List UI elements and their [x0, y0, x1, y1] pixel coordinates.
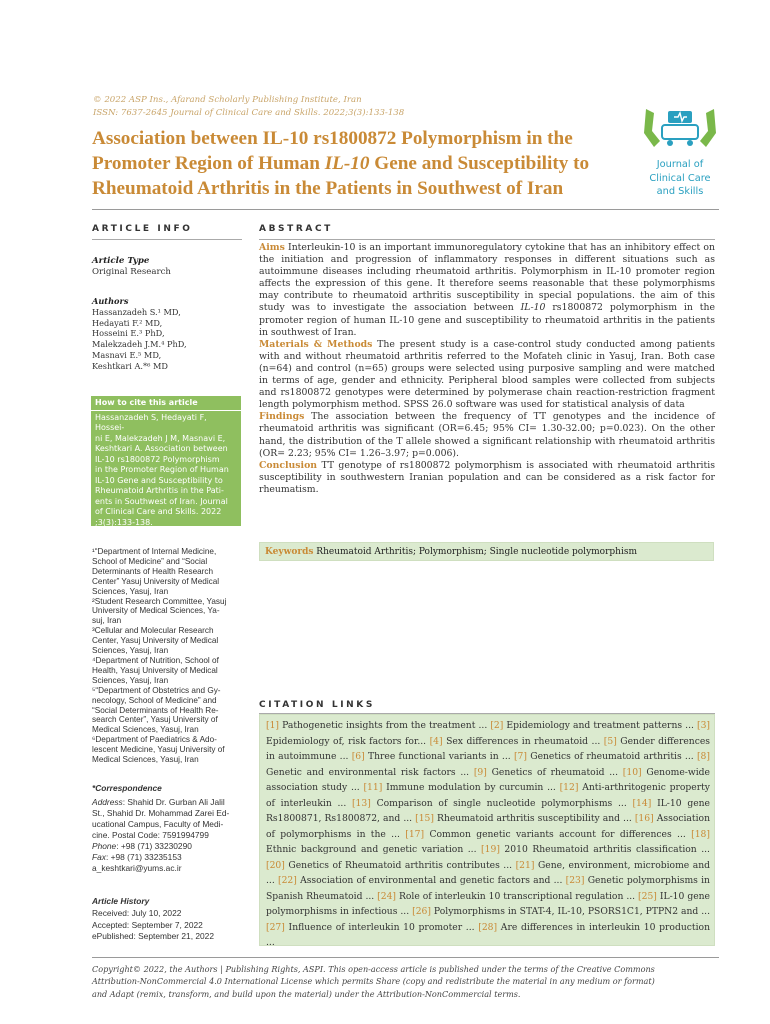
title-line-2-pre: Promoter Region of Human — [92, 153, 325, 174]
citation-link[interactable]: [11] Immune modulation by curcumin ... — [363, 782, 560, 793]
article-title — [92, 126, 652, 201]
findings-label: Findings — [259, 411, 305, 423]
affiliation-line: Medical Sciences, Yasuj, Iran — [92, 755, 199, 765]
article-type-value: Original Research — [92, 267, 171, 278]
journal-logo-icon — [640, 103, 720, 155]
abstract-aims — [259, 242, 715, 339]
citation-link[interactable]: [1] Pathogenetic insights from the treatment ... — [266, 720, 491, 731]
phone-line — [92, 841, 244, 852]
aims-text-2: rs1800872 polymorphism in the promoter region of human IL-10 gene and susceptibility to rheumatoid arthritis in the patients in southwest of Iran. — [259, 302, 716, 338]
cite-line: IL-10 rs1800872 Polymorphism — [95, 454, 220, 464]
footer-divider — [92, 957, 719, 958]
address-line — [92, 797, 244, 808]
title-line-2-italic: IL-10 — [324, 153, 370, 174]
citation-link[interactable]: [22] Association of environmental and genetic factors and ... — [277, 875, 566, 886]
affiliation-line: lescent Medicine, Yasuj University of — [92, 745, 225, 755]
fax-line — [92, 852, 244, 863]
title-divider — [92, 209, 719, 210]
issn-line: ISSN: 7637-2645 Journal of Clinical Care and Skills. 2022;3(3):133-138 — [93, 108, 405, 118]
email-link[interactable]: a_keshtkari@yums.ac.ir — [92, 862, 182, 873]
address-text: : Shahid Dr. Gurban Ali Jalil — [122, 796, 225, 807]
how-to-cite-box — [91, 396, 241, 526]
affiliation-line: University of Medical Sciences, Ya- — [92, 606, 220, 616]
affiliation-line: “Social Determinants of Health Re- — [92, 705, 219, 715]
affiliation-line: ²Student Research Committee, Yasuj — [92, 596, 227, 606]
title-line-3: Rheumatoid Arthritis in the Patients in Southwest of Iran — [92, 178, 564, 199]
keywords-text: Rheumatoid Arthritis; Polymorphism; Single nucleotide polymorphism — [313, 547, 637, 557]
abstract-body — [259, 242, 715, 496]
methods-label: Materials & Methods — [259, 338, 373, 350]
logo-line-1: Journal of — [656, 159, 704, 170]
citation-link[interactable]: [15] Rheumatoid arthritis susceptibility and ... — [415, 813, 635, 824]
abstract-conclusion — [259, 460, 715, 496]
affiliations — [92, 547, 244, 765]
citation-link[interactable]: [20] Genetics of Rheumatoid arthritis contributes ... — [266, 859, 516, 871]
address-line: cine. Postal Code: 7591994799 — [92, 829, 209, 840]
address-label: Address — [92, 796, 123, 807]
citation-link[interactable]: [13] Comparison of single nucleotide polymorphisms ... — [351, 797, 633, 809]
conclusion-label: Conclusion — [259, 459, 318, 471]
citation-link[interactable]: [2] Epidemiology and treatment patterns ... — [490, 720, 697, 731]
correspondence-heading: *Correspondence — [92, 783, 162, 793]
title-line-2 — [92, 151, 652, 176]
cite-line: ni E, Malekzadeh J M, Masnavi E, — [95, 433, 226, 443]
citation-link[interactable]: [4] Sex differences in rheumatoid ... — [429, 735, 604, 747]
affiliation-line: search Center”, Yasuj University of — [92, 715, 218, 725]
author-item: Hedayati F.² MD, — [92, 317, 163, 328]
affiliation-line: ¹“Department of Internal Medicine, — [92, 547, 217, 556]
title-line-1: Association between IL-10 rs1800872 Polymorphism in the — [92, 128, 573, 149]
article-info-divider — [92, 239, 242, 240]
copyright-line: © 2022 ASP Ins., Afarand Scholarly Publishing Institute, Iran — [93, 95, 362, 105]
citation-link[interactable]: [19] 2010 Rheumatoid arthritis classification ... — [481, 844, 710, 855]
article-info-heading: ARTICLE INFO — [92, 224, 193, 234]
citation-link[interactable]: [9] Genetics of rheumatoid ... — [473, 766, 623, 778]
citation-link[interactable]: [18] Ethnic background and genetic variation ... — [266, 828, 710, 855]
title-line-2-post: Gene and Susceptibility to — [369, 153, 590, 174]
license-line: Copyright© 2022, the Authors | Publishing Rights, ASPI. This open-access article is published under the terms of the Creative Commons — [92, 964, 655, 974]
citation-link[interactable]: [16] Association of polymorphisms in the ... — [266, 813, 710, 840]
cite-line: ;3(3):133-138. — [95, 517, 153, 527]
affiliation-line: Center, Yasuj University of Medical — [92, 636, 219, 646]
citation-link[interactable]: [17] Common genetic variants account for differences ... — [405, 828, 692, 840]
aims-italic: IL-10 — [520, 302, 546, 314]
cite-line: IL-10 Gene and Susceptibility to — [95, 475, 223, 485]
affiliation-line: ⁴Department of Nutrition, School of — [92, 655, 219, 665]
citation-link[interactable]: [27] Influence of interleukin 10 promoter ... — [266, 921, 479, 933]
affiliation-line: Center” Yasuj University of Medical — [92, 576, 220, 586]
affiliation-line: necology, School of Medicine” and — [92, 695, 217, 705]
cite-line: in the Promoter Region of Human — [95, 465, 229, 474]
affiliation-line: ⁵“Department of Obstetrics and Gy- — [92, 685, 221, 695]
citation-link[interactable]: [23] Genetic polymorphisms in Spanish Rheumatoid ... — [266, 875, 710, 902]
affiliation-line: Health, Yasuj University of Medical — [92, 665, 218, 675]
citation-link[interactable]: [10] Genome-wide association study ... — [266, 766, 710, 793]
affiliation-line: ³Cellular and Molecular Research — [92, 626, 214, 636]
findings-text: The association between the frequency of TT genotypes and the incidence of rheumatoid arthritis was significant (OR=6.45; 95% CI= 1.30-32.00; p=0.023). On the other hand, the distribution of the T allele showed a significant relationship with rheumatoid arthritis (OR= 2.23; 95% CI= 1.26–3.97; p=0.006). — [259, 411, 715, 459]
citation-links-box — [259, 714, 715, 946]
received-date: Received: July 10, 2022 — [92, 907, 182, 918]
affiliation-line: suj, Iran — [92, 616, 122, 626]
license-line: Attribution-NonCommercial 4.0 International License which permits Share (copy and redistribute the material in any medium or format) — [92, 976, 655, 987]
journal-logo — [640, 103, 720, 196]
authors-label: Authors — [92, 296, 129, 306]
keywords-box — [259, 542, 714, 561]
fax-label: Fax — [92, 851, 106, 862]
affiliation-line: School of Medicine” and “Social — [92, 556, 208, 566]
license-footer — [92, 963, 732, 1000]
license-line: and Adapt (remix, transform, and build upon the material) under the Attribution-NonCommercial terms. — [92, 988, 521, 999]
article-type-label: Article Type — [92, 256, 150, 266]
cite-line: Keshtkari A. Association between — [95, 444, 228, 453]
article-history — [92, 896, 252, 943]
abstract-divider — [259, 239, 715, 240]
phone-value: : +98 (71) 33230290 — [116, 840, 192, 851]
history-heading: Article History — [92, 896, 150, 906]
methods-text: The present study is a case-control study conducted among patients with and without rheumatoid arthritis referred to the Mofateh clinic in Yasuj, Iran. Both case (n=64) and control (n=65) groups were selected using purposive sampling and were matched in terms of age, gender and ethnicity. Peripheral blood samples were collected from subjects and rs1800872 genotypes were determined by polymerase chain reaction-restriction fragment length polymorphism method. SPSS 26.0 software was used for statistical analysis of data — [259, 338, 716, 411]
citation-link[interactable]: [24] Role of interleukin 10 transcriptional regulation ... — [377, 890, 639, 902]
affiliation-line: Sciences, Yasuj, Iran — [92, 586, 169, 596]
citation-link[interactable]: [14] IL-10 gene Rs1800871, Rs1800872, and ... — [266, 797, 710, 824]
abstract-heading: ABSTRACT — [259, 224, 333, 234]
affiliation-line: Sciences, Yasuj, Iran — [92, 675, 169, 685]
logo-line-3: and Skills — [656, 186, 704, 197]
citation-link[interactable]: [7] Genetics of rheumatoid arthritis ... — [513, 751, 697, 762]
address-line: St., Shahid Dr. Mohammad Zarei Ed- — [92, 807, 230, 818]
logo-line-2: Clinical Care — [649, 172, 711, 184]
accepted-date: Accepted: September 7, 2022 — [92, 919, 203, 930]
author-item: Masnavi E.⁵ MD, — [92, 349, 162, 360]
address-line: ucational Campus, Faculty of Medi- — [92, 818, 224, 829]
citation-link[interactable]: [12] Anti-arthritogenic property of interleukin ... — [266, 782, 710, 809]
article-type-block — [92, 256, 242, 278]
citation-link[interactable]: [5] Gender differences in autoimmune ... — [266, 735, 711, 762]
affiliation-line: ⁶Department of Paediatrics & Ado- — [92, 735, 217, 745]
cite-line: Hassanzadeh S, Hedayati F, Hossei- — [95, 412, 207, 432]
citation-link[interactable]: [8] Genetic and environmental risk factors ... — [266, 751, 710, 778]
abstract-findings — [259, 411, 715, 459]
author-item: Keshtkari A.*⁶ MD — [92, 360, 168, 371]
keywords-label: Keywords — [265, 547, 314, 557]
author-item: Hassanzadeh S.¹ MD, — [92, 306, 181, 317]
citation-link[interactable]: [28] Are differences in interleukin 10 production ... — [266, 921, 710, 948]
citation-link[interactable]: [26] Polymorphisms in STAT-4, IL-10, PSORS1C1, PTPN2 and ... — [412, 906, 710, 917]
citation-link[interactable]: [6] Three functional variants in ... — [351, 751, 514, 762]
authors-block — [92, 296, 242, 372]
published-date: ePublished: September 21, 2022 — [92, 931, 214, 942]
how-to-cite-heading: How to cite this article — [91, 398, 241, 411]
citation-links-heading: CITATION LINKS — [259, 700, 375, 710]
cite-line: ents in Southwest of Iran. Journal — [95, 496, 228, 506]
phone-label: Phone — [92, 840, 117, 851]
affiliation-line: Medical Sciences, Yasuj, Iran — [92, 725, 199, 735]
abstract-methods — [259, 339, 715, 412]
fax-value: : +98 (71) 33235153 — [105, 851, 182, 862]
author-item: Malekzadeh J.M.⁴ PhD, — [92, 339, 187, 350]
conclusion-text: TT genotype of rs1800872 polymorphism is associated with rheumatoid arthritis susceptibility in southwestern Iranian population and can be considered as a risk factor for rheumatism. — [259, 459, 715, 495]
aims-label: Aims — [259, 242, 285, 253]
citation-link[interactable]: [3] Epidemiology of, risk factors for... — [266, 720, 710, 747]
aims-text: Interleukin-10 is an important immunoregulatory cytokine that has an inhibitory effect on the initiation and progression of inflammatory responses in different situations such as autoimmune diseases including rheumatoid arthritis. Polymorphism in IL-10 promoter region affects the expression of this gene. It therefore seems reasonable that these polymorphisms may contribute to rheumatoid arthritis susceptibility in special populations. the aim of this study was to investigate the association between — [259, 242, 715, 314]
cite-line: of Clinical Care and Skills. 2022 — [95, 507, 222, 516]
author-item: Hosseini E.³ PhD, — [92, 328, 165, 339]
cite-line: Rheumatoid Arthritis in the Pati- — [95, 486, 224, 495]
correspondence-block — [92, 783, 244, 874]
affiliation-line: Determinants of Health Research — [92, 566, 214, 576]
citation-link[interactable]: [21] Gene, environment, microbiome and ... — [266, 859, 711, 886]
citation-link[interactable]: [25] IL-10 gene polymorphisms in infectious ... — [266, 890, 710, 917]
affiliation-line: Sciences, Yasuj, Iran — [92, 646, 169, 656]
